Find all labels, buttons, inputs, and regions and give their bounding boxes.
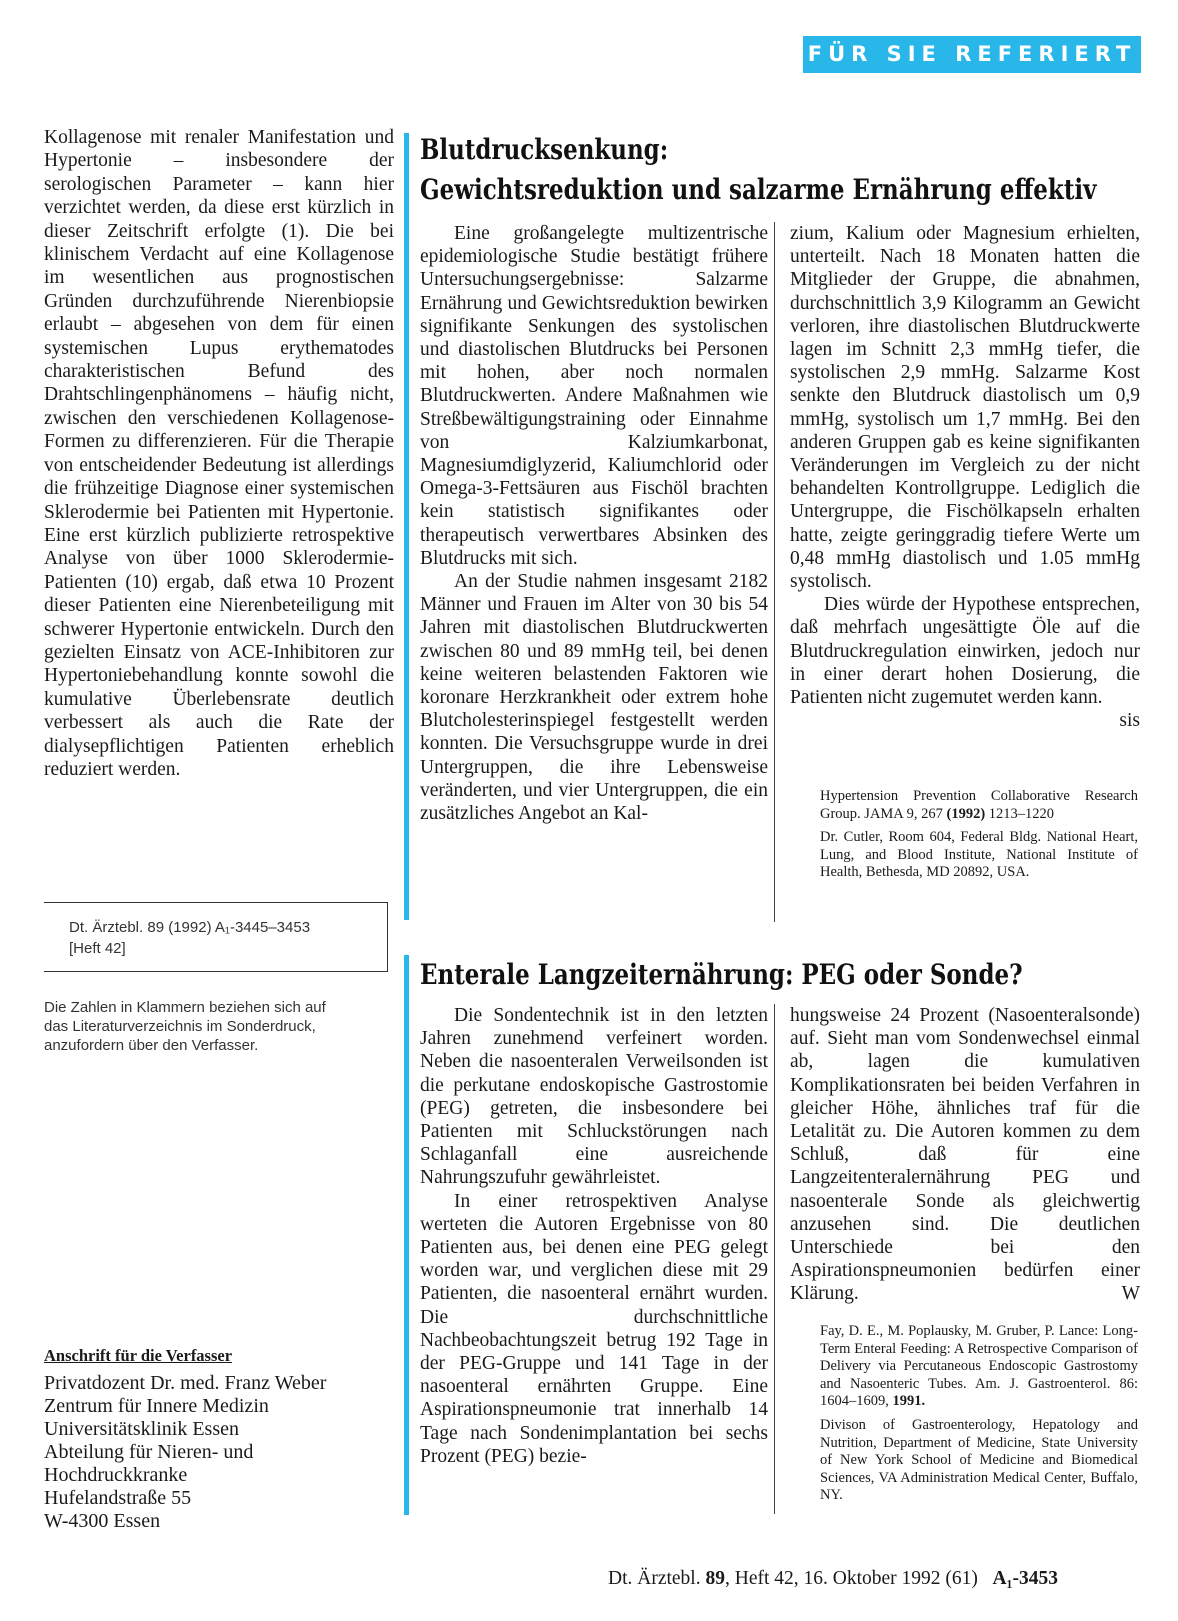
- article1-column-divider: [774, 222, 775, 922]
- article1-accent-bar: [404, 133, 409, 920]
- footnote-line: Die Zahlen in Klammern beziehen sich auf: [44, 999, 326, 1016]
- article2-paragraph: Die Sondentechnik ist in den letzten Jahren zunehmend verfeinert worden. Neben die nasoenteralen Verweilsonden ist die perkutane endoskopische Gastrostomie (PEG) getreten, die insbesondere bei Patienten mit Schluckstörungen nach Schlaganfall eine ausreichende Nahrungszufuhr gewährleistet.: [420, 1005, 768, 1189]
- article2-references: [820, 1323, 1138, 1511]
- article2-headline: Enterale Langzeiternährung: PEG oder Sonde?: [420, 958, 1023, 991]
- article1-column-2: [790, 222, 1140, 732]
- article1-reference-address: Dr. Cutler, Room 604, Federal Bldg. National Heart, Lung, and Blood Institute, National Institute of Health, Bethesda, MD 20892, USA.: [820, 829, 1138, 881]
- article2-column-1: [420, 1004, 768, 1468]
- footer-page-number: A₁-3453: [992, 1568, 1058, 1589]
- article2-accent-bar: [404, 955, 409, 1515]
- article1-paragraph: An der Studie nahmen insgesamt 2182 Männer und Frauen im Alter von 30 bis 54 Jahren mit diastolischen Blutdruckwerten zwischen 80 und 89 mmHg teil, bei denen keine weiteren belastenden Faktoren wie koronare Herzkrankheit oder extrem hohe Blutcholesterinspiegel festgestellt werden konnten. Die Versuchsgruppe wurde in drei Untergruppen, die ihre Lebensweise veränderten, und vier Untergruppen, die ein zusätzliches Angebot an Kal-: [420, 571, 768, 825]
- article1-headline-line1: Blutdrucksenkung:: [420, 133, 669, 166]
- address-line: W-4300 Essen: [44, 1510, 161, 1532]
- address-line: Zentrum für Innere Medizin: [44, 1395, 269, 1417]
- left-column: [44, 126, 394, 781]
- article1-references: [820, 788, 1138, 888]
- article2-column-divider: [774, 1004, 775, 1514]
- article1-signature: sis: [1119, 710, 1140, 732]
- address-line: Universitätsklinik Essen: [44, 1418, 239, 1440]
- article2-paragraph: In einer retrospektiven Analyse werteten die Autoren Ergebnisse von 80 Patienten aus, bei denen eine PEG gelegt worden war, und verglichen diese mit 29 Patienten, die nasoenteral ernährt wurden. Die durchschnittliche Nachbeobachtungszeit betrug 192 Tage in der PEG-Gruppe und 141 Tage in der nasoenteral ernährten Gruppe. Eine Aspirationspneumonie trat innerhalb 14 Tage nach Sondenimplantation bei sechs Prozent (PEG) bezie-: [420, 1190, 768, 1467]
- citation-issue: [Heft 42]: [69, 940, 126, 957]
- article1-paragraph-text: Dies würde der Hypothese entsprechen, daß mehrfach ungesättigte Öle auf die Blutdruckregulation einwirken, jedoch nur in einer derart hohen Dosierung, die Patienten nicht zugemutet werden kann.: [790, 594, 1140, 709]
- citation-box: [44, 902, 388, 972]
- left-column-body: Kollagenose mit renaler Manifestation und Hypertonie – insbesondere der serologischen Parameter – kann hier verzichtet werden, da diese erst kürzlich in dieser Zeitschrift erfolgte (1). Die bei klinischem Verdacht auf eine Kollagenose im wesentlichen aus prognostischen Gründen durchzuführende Nierenbiopsie erlaubt – abgesehen von dem für einen systemischen Lupus erythematodes charakteristischen Befund des Drahtschlingenphänomens – häufig nicht, zwischen den verschiedenen Kollagenose-Formen zu differenzieren. Für die Therapie von entscheidender Bedeutung ist allerdings die frühzeitige Diagnose einer systemischen Sklerodermie bei Patienten mit Hypertonie. Eine erst kürzlich publizierte retrospektive Analyse von über 1000 Sklerodermie-Patienten (10) ergab, daß etwa 10 Prozent dieser Patienten eine Nierenbeteiligung mit schwerer Hypertonie entwickeln. Durch den gezielten Einsatz von ACE-Inhibitoren zur Hypertoniebehandlung konnte sowohl die kumulative Überlebensrate deutlich verbessert als auch die Rate der dialysepflichtigen Patienten erheblich reduziert werden.: [44, 127, 394, 780]
- article2-reference: Fay, D. E., M. Poplausky, M. Gruber, P. Lance: Long-Term Enteral Feeding: A Retrospective Comparison of Delivery via Percutaneous Endoscopic Gastrostomy and Nasoenteric Tubes. Am. J. Gastroenterol. 86: 1604–1609, 1991.: [820, 1323, 1138, 1410]
- address-heading: Anschrift für die Verfasser: [44, 1346, 233, 1365]
- section-banner: FÜR SIE REFERIERT: [803, 36, 1141, 73]
- article2-signature: W: [1121, 1283, 1140, 1305]
- article1-column-1: [420, 222, 768, 825]
- footnote-line: das Literaturverzeichnis im Sonderdruck,: [44, 1018, 316, 1035]
- address-block: [44, 1372, 326, 1533]
- footnote: [44, 998, 394, 1055]
- article2-paragraph: [790, 1004, 1140, 1306]
- footer-volume: 89: [705, 1568, 725, 1589]
- footer-issue: , Heft 42, 16. Oktober 1992 (61): [724, 1568, 978, 1589]
- article1-paragraph: Eine großangelegte multizentrische epidemiologische Studie bestätigt frühere Untersuchungsergebnisse: Salzarme Ernährung und Gewichtsreduktion bewirken signifikante Senkungen des systolischen und diastolischen Blutdrucks bei Personen mit hohen, aber noch normalen Blutdruckwerten. Andere Maßnahmen wie Streßbewältigungstraining oder Einnahme von Kalziumkarbonat, Magnesiumdiglyzerid, Kaliumchlorid oder Omega-3-Fettsäuren aus Fischöl brachten kein statistisch signifikantes oder therapeutisch verwertbares Absinken des Blutdrucks mit sich.: [420, 223, 768, 569]
- article1-headline-line2: Gewichtsreduktion und salzarme Ernährung effektiv: [420, 173, 1097, 206]
- article1-reference: Hypertension Prevention Collaborative Research Group. JAMA 9, 267 (1992) 1213–1220: [820, 788, 1138, 822]
- address-line: Hufelandstraße 55: [44, 1487, 192, 1509]
- article2-reference-address: Divison of Gastroenterology, Hepatology and Nutrition, Department of Medicine, State University of New York School of Medicine and Biomedical Sciences, VA Administration Medical Center, Buffalo, NY.: [820, 1416, 1138, 1504]
- article1-paragraph: zium, Kalium oder Magnesium erhielten, unterteilt. Nach 18 Monaten hatten die Mitglieder der Gruppe, die abnahmen, durchschnittlich 3,9 Kilogramm an Gewicht verloren, ihre diastolischen Blutdruckwerte lagen im Schnitt 2,3 mmHg tiefer, die systolischen 2,9 mmHg. Salzarme Kost senkte den Blutdruck diastolisch um 0,9 mmHg, systolisch um 1,7 mmHg. Bei den anderen Gruppen gab es keine signifikanten Veränderungen im Vergleich zu der nicht behandelten Kontrollgruppe. Lediglich die Untergruppe, die Fischölkapseln erhalten hatte, zeigte geringgradig tiefere Werte um 0,48 mmHg diastolisch und 1.05 mmHg systolisch.: [790, 223, 1140, 593]
- page-footer: [608, 1568, 1058, 1590]
- footnote-line: anzufordern über den Verfasser.: [44, 1037, 259, 1054]
- citation-line: Dt. Ärztebl. 89 (1992) A₁-3445–3453: [69, 919, 311, 936]
- address-line: Abteilung für Nieren- und: [44, 1441, 254, 1463]
- article2-paragraph-text: hungsweise 24 Prozent (Nasoenteralsonde) auf. Sieht man vom Sondenwechsel einmal ab, lagen die kumulativen Komplikationsraten bei beiden Verfahren in gleicher Höhe, ähnliches traf für die Letalität zu. Die Autoren kommen zu dem Schluß, daß für eine Langzeitenteralernährung PEG und nasoenterale Sonde als gleichwertig anzusehen sind. Die deutlichen Unterschiede bei den Aspirationspneumonien bedürfen einer Klärung.: [790, 1005, 1140, 1305]
- address-line: Privatdozent Dr. med. Franz Weber: [44, 1372, 327, 1394]
- article1-paragraph: [790, 593, 1140, 732]
- address-line: Hochdruckkranke: [44, 1464, 188, 1486]
- footer-journal: Dt. Ärztebl.: [608, 1568, 701, 1589]
- article2-column-2: [790, 1004, 1140, 1306]
